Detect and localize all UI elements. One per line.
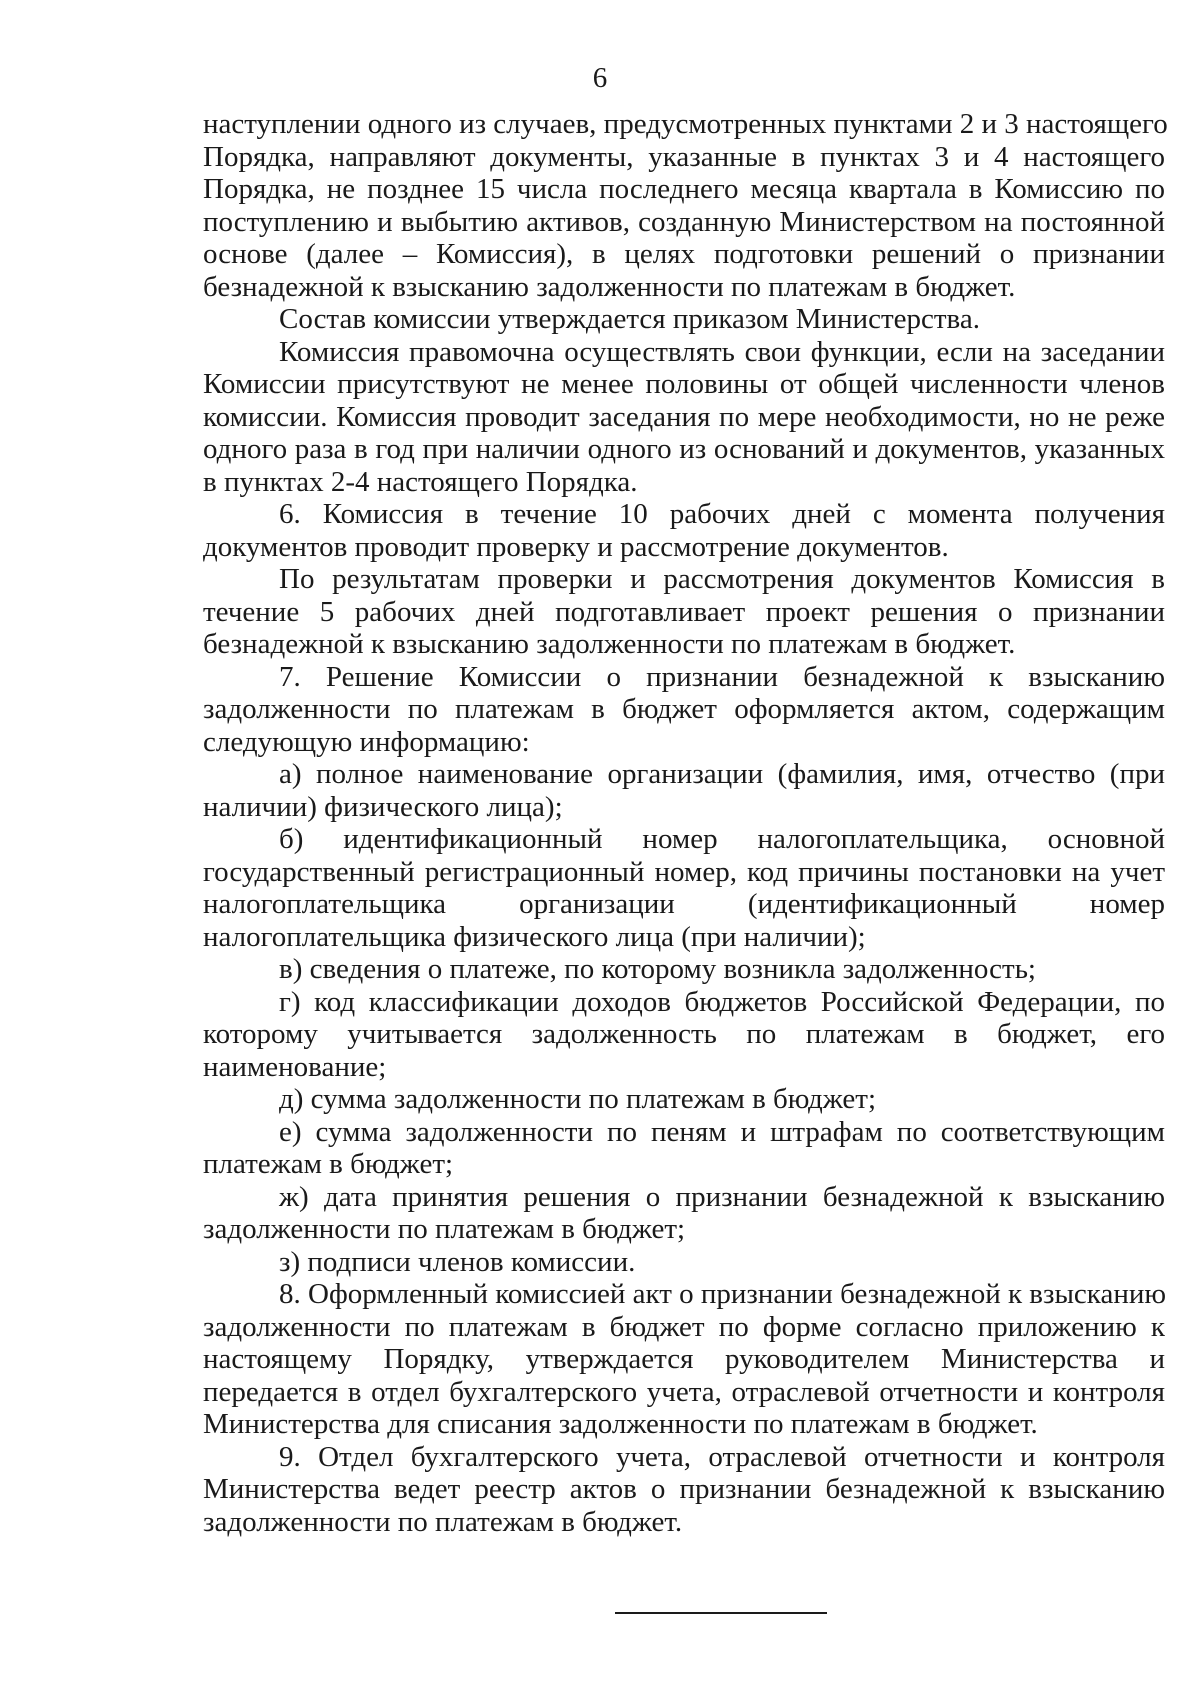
text-line: поступлению и выбытию активов, созданную Министерством на постоянной bbox=[203, 205, 1165, 238]
text-line: течение 5 рабочих дней подготавливает проект решения о признании bbox=[203, 595, 1165, 628]
page-number: 6 bbox=[592, 62, 608, 94]
text-line: налогоплательщика организации (идентификационный номер bbox=[203, 888, 1165, 920]
text-line: а) полное наименование организации (фамилия, имя, отчество (при bbox=[279, 758, 1165, 790]
text-line: д) сумма задолженности по платежам в бюджет; bbox=[279, 1083, 877, 1115]
text-line: наличии) физического лица); bbox=[203, 790, 563, 823]
text-line: 6. Комиссия в течение 10 рабочих дней с момента получения bbox=[279, 498, 1165, 530]
text-line: 9. Отдел бухгалтерского учета, отраслевой отчетности и контроля bbox=[279, 1440, 1165, 1473]
text-line: передается в отдел бухгалтерского учета, отраслевой отчетности и контроля bbox=[203, 1375, 1165, 1408]
text-line: которому учитывается задолженность по платежам в бюджет, его bbox=[203, 1018, 1165, 1050]
text-line: 7. Решение Комиссии о признании безнадежной к взысканию bbox=[279, 660, 1165, 693]
text-line: задолженности по платежам в бюджет; bbox=[203, 1213, 686, 1245]
text-line: Министерства ведет реестр актов о признании безнадежной к взысканию bbox=[203, 1473, 1165, 1505]
text-line: наступлении одного из случаев, предусмотренных пунктами 2 и 3 настоящего bbox=[203, 108, 1168, 140]
text-line: Комиссии присутствуют не менее половины от общей численности членов bbox=[203, 368, 1165, 400]
text-line: з) подписи членов комиссии. bbox=[279, 1245, 636, 1278]
text-line: комиссии. Комиссия проводит заседания по мере необходимости, но не реже bbox=[203, 400, 1165, 433]
text-line: Порядка, направляют документы, указанные в пунктах 3 и 4 настоящего bbox=[203, 140, 1165, 173]
text-line: безнадежной к взысканию задолженности по платежам в бюджет. bbox=[203, 628, 1016, 660]
text-line: налогоплательщика физического лица (при наличии); bbox=[203, 920, 866, 953]
text-line: безнадежной к взысканию задолженности по платежам в бюджет. bbox=[203, 270, 1016, 303]
text-line: По результатам проверки и рассмотрения документов Комиссия в bbox=[279, 563, 1165, 595]
text-line: платежам в бюджет; bbox=[203, 1148, 454, 1180]
text-line: настоящему Порядку, утверждается руководителем Министерства и bbox=[203, 1343, 1165, 1375]
text-line: б) идентификационный номер налогоплательщика, основной bbox=[279, 823, 1165, 855]
text-line: задолженности по платежам в бюджет оформляется актом, содержащим bbox=[203, 693, 1165, 725]
text-line: Порядка, не позднее 15 числа последнего месяца квартала в Комиссию по bbox=[203, 173, 1165, 205]
end-of-text-rule bbox=[615, 1612, 827, 1614]
text-line: следующую информацию: bbox=[203, 725, 530, 758]
text-line: в) сведения о платеже, по которому возникла задолженность; bbox=[279, 953, 1036, 985]
text-line: государственный регистрационный номер, код причины постановки на учет bbox=[203, 855, 1165, 888]
text-line: 8. Оформленный комиссией акт о признании безнадежной к взысканию bbox=[279, 1278, 1167, 1310]
text-line: Состав комиссии утверждается приказом Министерства. bbox=[279, 303, 980, 335]
text-line: Комиссия правомочна осуществлять свои функции, если на заседании bbox=[279, 335, 1165, 368]
text-line: документов проводит проверку и рассмотрение документов. bbox=[203, 530, 949, 563]
text-line: одного раза в год при наличии одного из оснований и документов, указанных bbox=[203, 433, 1165, 465]
text-line: Министерства для списания задолженности по платежам в бюджет. bbox=[203, 1408, 1038, 1440]
text-line: задолженности по платежам в бюджет по форме согласно приложению к bbox=[203, 1310, 1165, 1343]
text-line: наименование; bbox=[203, 1050, 387, 1083]
text-line: е) сумма задолженности по пеням и штрафам по соответствующим bbox=[279, 1115, 1165, 1148]
text-line: в пунктах 2-4 настоящего Порядка. bbox=[203, 465, 638, 498]
text-line: ж) дата принятия решения о признании безнадежной к взысканию bbox=[279, 1180, 1165, 1213]
text-line: задолженности по платежам в бюджет. bbox=[203, 1505, 683, 1538]
document-body bbox=[203, 108, 1168, 1538]
text-line: г) код классификации доходов бюджетов Российской Федерации, по bbox=[279, 985, 1165, 1018]
text-line: основе (далее – Комиссия), в целях подготовки решений о признании bbox=[203, 238, 1165, 270]
